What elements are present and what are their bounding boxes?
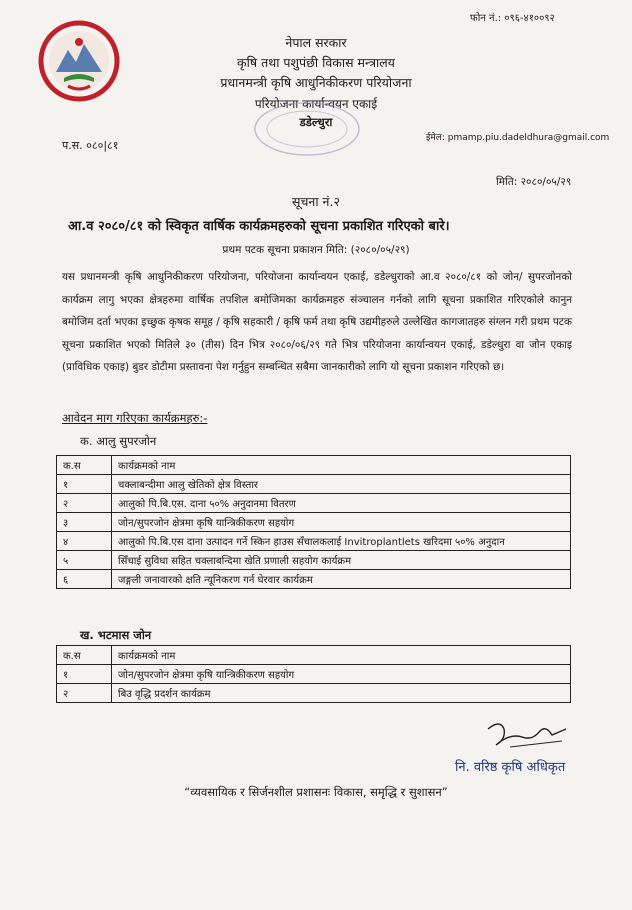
table-row bbox=[57, 570, 571, 589]
row-serial: ६ bbox=[57, 570, 112, 589]
row-serial: १ bbox=[57, 475, 112, 494]
section-heading: आवेदन माग गरिएका कार्यक्रमहरु:- bbox=[62, 411, 208, 425]
row-program: जङ्गली जनावारको क्षति न्यूनिकरण गर्न घेरवार कार्यक्रम bbox=[112, 570, 571, 589]
notice-date: मिति: २०८०/०५/२९ bbox=[496, 176, 572, 188]
table-row bbox=[57, 513, 571, 532]
table-header-row bbox=[57, 456, 571, 475]
slogan: “व्यवसायिक र सिर्जनशील प्रशासनः विकास, समृद्धि र सुशासन” bbox=[184, 785, 448, 799]
unit-name: परियोजना कार्यान्वयन एकाई bbox=[254, 97, 378, 111]
project-name: प्रधानमन्त्री कृषि आधुनिकीकरण परियोजना bbox=[220, 75, 412, 90]
column-header-program: कार्यक्रमको नाम bbox=[112, 646, 571, 665]
program-table-soybean bbox=[56, 645, 571, 703]
email-address: ईमेल: pmamp.piu.dadeldhura@gmail.com bbox=[426, 133, 610, 143]
row-program: चक्लाबन्दीमा आलु खेतिको क्षेत्र विस्तार bbox=[112, 475, 571, 494]
phone-number: फोन नं.: ०९६-४१००९२ bbox=[470, 13, 555, 24]
notice-title: सूचना नं.२ bbox=[292, 194, 340, 209]
row-serial: १ bbox=[57, 665, 112, 684]
row-serial: २ bbox=[57, 684, 112, 703]
reference-number: प.स. ०८०|८१ bbox=[62, 139, 119, 152]
column-header-serial: क.स bbox=[57, 646, 112, 665]
row-serial: ४ bbox=[57, 532, 112, 551]
table-row bbox=[57, 684, 571, 703]
first-publication-date: प्रथम पटक सूचना प्रकाशन मिति: (२०८०/०५/२९) bbox=[222, 244, 410, 256]
table-row bbox=[57, 475, 571, 494]
row-serial: ३ bbox=[57, 513, 112, 532]
row-program: जोन/सुपरजोन क्षेत्रमा कृषि यान्त्रिकीकरण सहयोग bbox=[112, 665, 571, 684]
table-row bbox=[57, 665, 571, 684]
location-name: डडेल्धुरा bbox=[299, 115, 333, 129]
row-program: आलुको पि.बि.एस. दाना ५०% अनुदानमा वितरण bbox=[112, 494, 571, 513]
notice-subject: आ.व २०८०/८१ को स्विकृत वार्षिक कार्यक्रमहरुको सूचना प्रकाशित गरिएको बारे। bbox=[68, 219, 450, 234]
group-title-potato: क. आलु सुपरजोन bbox=[80, 434, 157, 448]
ministry-name: कृषि तथा पशुपंछी विकास मन्त्रालय bbox=[237, 55, 395, 70]
signature-icon bbox=[470, 715, 580, 755]
office-stamp-icon bbox=[252, 100, 362, 158]
table-row bbox=[57, 494, 571, 513]
row-program: सिँचाई सुविधा सहित चक्लाबन्दिमा खेति प्रणाली सहयोग कार्यक्रम bbox=[112, 551, 571, 570]
row-program: आलुको पि.बि.एस दाना उत्पादन गर्ने स्किन हाउस सँचालकलाई Invitroplantlets खरिदमा ५०% अनुदान bbox=[112, 532, 571, 551]
signatory-title: नि. वरिष्ठ कृषि अधिकृत bbox=[455, 760, 566, 775]
column-header-program: कार्यक्रमको नाम bbox=[112, 456, 571, 475]
government-name: नेपाल सरकार bbox=[285, 35, 347, 50]
table-row bbox=[57, 532, 571, 551]
notice-body: यस प्रधानमन्त्री कृषि आधुनिकीकरण परियोजना, परियोजना कार्यान्वयन एकाई, डडेल्धुराको आ.व २०८०/८१ को जोन/ सुपरजोनको कार्यक्रम लागु भएका क्षेत्रहरुमा वार्षिक तपशिल बमोजिमका कार्यक्रमहरु संञ्चालन गर्नको लागि सूचना प्रकाशित गरिएकोले कानुन बमोजिम दर्ता भएका इच्छुक कृषक समूह / कृषि सहकारी / कृषि फर्म तथा कृषि उद्यमीहरुले उल्लेखित कागजातहरु संग्लन गरी प्रथम पटक सूचना प्रकाशित भएको मितिले ३० (तीस) दिन भित्र २०८०/०६/२९ गते भित्र परियोजना कार्यान्वयन एकाई, डडेल्धुरा वा जोन एकाइ (प्राविधिक एकाइ) बुडर डोटीमा प्रस्तावना पेश गर्नुहुन सम्बन्धित सबैमा जानकारीको लागि यो सूचना प्रकाशन गरिएको छ। bbox=[62, 271, 572, 373]
row-program: बिउ वृद्धि प्रदर्शन कार्यक्रम bbox=[112, 684, 571, 703]
column-header-serial: क.स bbox=[57, 456, 112, 475]
group-title-soybean: ख. भटमास जोन bbox=[80, 628, 152, 642]
row-serial: ५ bbox=[57, 551, 112, 570]
row-serial: २ bbox=[57, 494, 112, 513]
row-program: जोन/सुपरजोन क्षेत्रमा कृषि यान्त्रिकीकरण सहयोग bbox=[112, 513, 571, 532]
table-header-row bbox=[57, 646, 571, 665]
table-row bbox=[57, 551, 571, 570]
program-table-potato bbox=[56, 455, 571, 589]
